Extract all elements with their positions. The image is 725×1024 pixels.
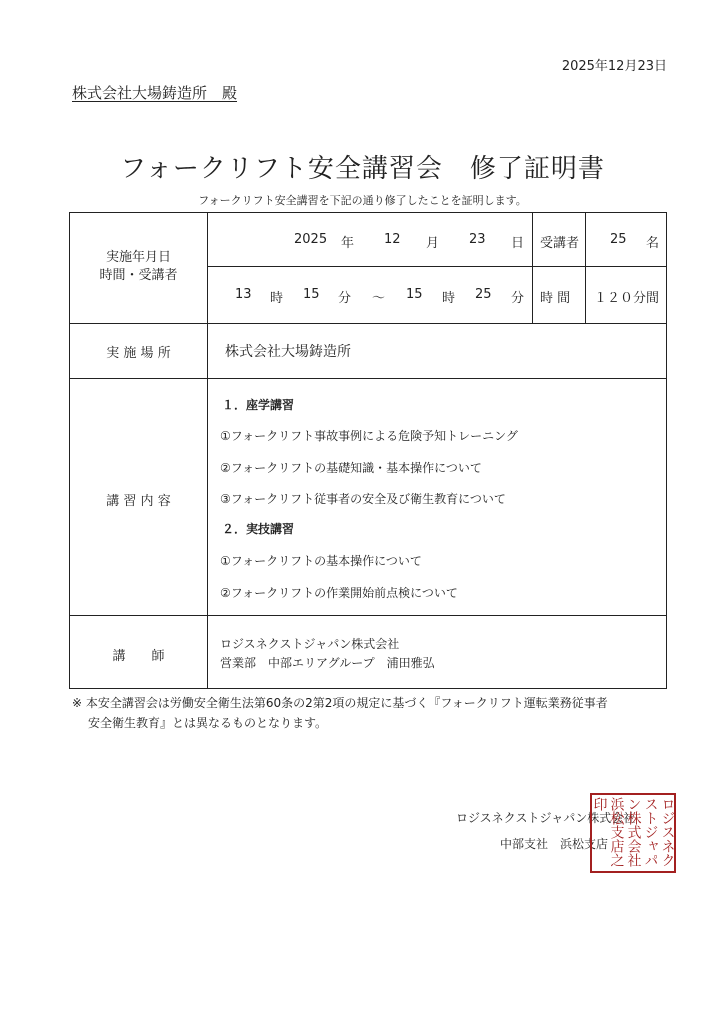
- row-divider: [70, 323, 667, 324]
- row-divider: [70, 378, 667, 379]
- section1-item: ②フォークリフトの基礎知識・基本操作について: [220, 461, 482, 475]
- instructor-label: 講 師: [112, 649, 165, 664]
- month-unit: 月: [426, 236, 440, 251]
- venue-label: 実 施 場 所: [106, 346, 171, 361]
- end-hour: 15: [406, 287, 423, 302]
- start-hour-unit: 時: [270, 291, 284, 306]
- footnote-line-1: ※ 本安全講習会は労働安全衛生法第60条の2第2項の規定に基づく『フォークリフト運転業務従事者: [72, 696, 608, 710]
- section2-title: ２．実技講習: [222, 522, 295, 536]
- instructor-name: 営業部 中部エリアグループ 浦田雅弘: [220, 656, 435, 670]
- end-minute-unit: 分: [511, 291, 525, 306]
- end-hour-unit: 時: [442, 291, 456, 306]
- issuer-branch: 中部支社 浜松支店: [500, 837, 609, 851]
- issue-date: 2025年12月23日: [561, 59, 667, 74]
- start-hour: 13: [235, 287, 252, 302]
- seal-lettering: ロジスネクストジャパン株式会社浜松支店之印: [591, 797, 676, 867]
- venue-value: 株式会社大場鋳造所: [225, 344, 351, 360]
- section1-item: ①フォークリフト事故事例による危険予知トレーニング: [220, 429, 518, 443]
- date-day: 23: [469, 232, 486, 247]
- attendees-count: 25: [610, 232, 627, 247]
- section1-item: ③フォークリフト従事者の安全及び衛生教育について: [220, 492, 506, 506]
- column-divider: [585, 213, 586, 323]
- year-unit: 年: [341, 236, 355, 251]
- end-minute: 25: [475, 287, 492, 302]
- recipient: 株式会社大場鋳造所 殿: [72, 84, 238, 102]
- section1-title: １．座学講習: [222, 398, 295, 412]
- content-label: 講 習 内 容: [106, 494, 171, 509]
- day-unit: 日: [511, 236, 525, 251]
- column-divider: [532, 213, 533, 323]
- date-time-label: [70, 249, 207, 285]
- issuer-company: ロジスネクストジャパン株式会社: [456, 811, 636, 825]
- time-attendee-label: 時間・受講者: [99, 268, 178, 283]
- start-minute: 15: [303, 287, 320, 302]
- section2-item: ①フォークリフトの基本操作について: [220, 554, 422, 568]
- certificate-table: [69, 212, 667, 689]
- attendees-label: 受講者: [540, 236, 580, 251]
- duration-value: １２０分間: [594, 291, 660, 306]
- footnote-line-2: 安全衛生教育』とは異なるものとなります。: [88, 716, 328, 730]
- row-divider: [207, 266, 667, 267]
- instructor-company: ロジスネクストジャパン株式会社: [220, 637, 400, 651]
- date-label: 実施年月日: [105, 250, 171, 265]
- time-range-tilde: ～: [372, 291, 386, 306]
- section2-item: ②フォークリフトの作業開始前点検について: [220, 586, 458, 600]
- document-title: フォークリフト安全講習会 修了証明書: [120, 154, 605, 184]
- duration-label: 時 間: [540, 291, 571, 306]
- start-minute-unit: 分: [338, 291, 352, 306]
- attendees-unit: 名: [646, 236, 660, 251]
- date-month: 12: [384, 232, 401, 247]
- date-year: 2025: [294, 232, 328, 247]
- intro-text: フォークリフト安全講習を下記の通り修了したことを証明します。: [198, 194, 527, 207]
- company-seal-stamp: [590, 793, 676, 873]
- row-divider: [70, 615, 667, 616]
- column-divider: [207, 213, 208, 689]
